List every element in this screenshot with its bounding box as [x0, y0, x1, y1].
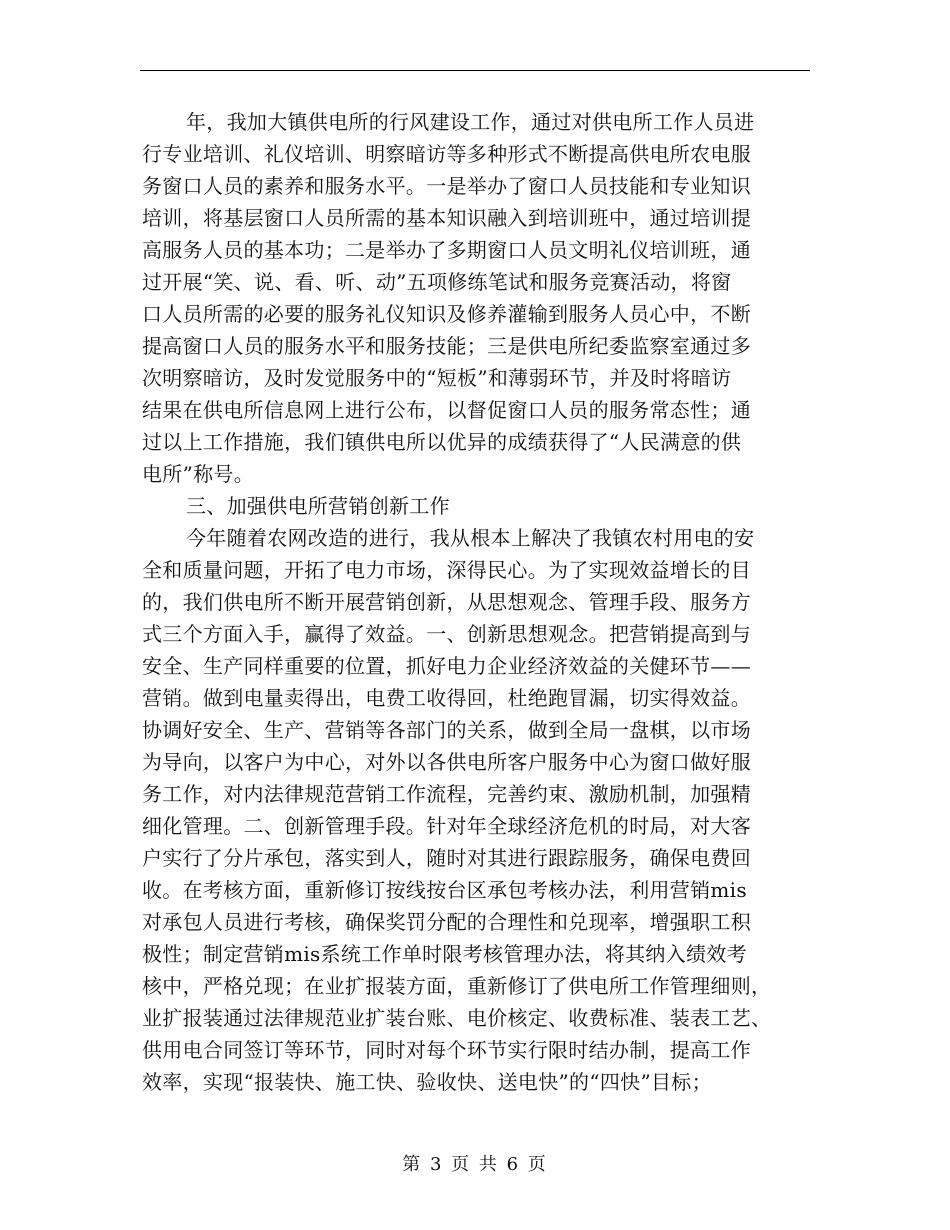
text-line: 电所”称号。	[142, 462, 255, 486]
page-number-footer: 第 3 页 共 6 页	[402, 1154, 548, 1175]
text-line: 务工作，对内法律规范营销工作流程，完善约束、激励机制，加强精	[142, 782, 751, 806]
text-line: 务窗口人员的素养和服务水平。一是举办了窗口人员技能和专业知识	[142, 174, 751, 198]
text-line: 供用电合同签订等环节，同时对每个环节实行限时结办制，提高工作	[142, 1038, 751, 1062]
text-line: 细化管理。二、创新管理手段。针对年全球经济危机的时局，对大客	[142, 814, 751, 838]
text-line: 营销。做到电量卖得出，电费工收得回，杜绝跑冒漏，切实得效益。	[142, 686, 751, 710]
text-line: 户实行了分片承包，落实到人，随时对其进行跟踪服务，确保电费回	[142, 846, 751, 870]
text-line: 过以上工作措施，我们镇供电所以优异的成绩获得了“人民满意的供	[142, 430, 742, 454]
text-line: 次明察暗访，及时发觉服务中的“短板”和薄弱环节，并及时将暗访	[142, 366, 732, 390]
text-line: 结果在供电所信息网上进行公布，以督促窗口人员的服务常态性；通	[142, 398, 751, 422]
text-line: 年，我加大镇供电所的行风建设工作，通过对供电所工作人员进	[186, 110, 755, 134]
text-line: 安全、生产同样重要的位置，抓好电力企业经济效益的关健环节——	[142, 654, 751, 678]
section-heading: 三、加强供电所营销创新工作	[186, 494, 450, 518]
text-line: 高服务人员的基本功；二是举办了多期窗口人员文明礼仪培训班，通	[142, 238, 751, 262]
text-line: 协调好安全、生产、营销等各部门的关系，做到全局一盘棋，以市场	[142, 718, 751, 742]
text-line: 收。在考核方面，重新修订按线按台区承包考核办法，利用营销mis	[142, 878, 747, 902]
text-line: 对承包人员进行考核，确保奖罚分配的合理性和兑现率，增强职工积	[142, 910, 751, 934]
text-line: 全和质量问题，开拓了电力市场，深得民心。为了实现效益增长的目	[142, 558, 751, 582]
text-line: 式三个方面入手，赢得了效益。一、创新思想观念。把营销提高到与	[142, 622, 751, 646]
text-line: 口人员所需的必要的服务礼仪知识及修养灌输到服务人员心中，不断	[142, 302, 751, 326]
header-rule	[140, 70, 810, 71]
text-line: 的，我们供电所不断开展营销创新，从思想观念、管理手段、服务方	[142, 590, 751, 614]
text-line: 为导向，以客户为中心，对外以各供电所客户服务中心为窗口做好服	[142, 750, 751, 774]
text-line: 业扩报装通过法律规范业扩装台账、电价核定、收费标准、装表工艺、	[142, 1006, 772, 1030]
text-line: 今年随着农网改造的进行，我从根本上解决了我镇农村用电的安	[186, 526, 755, 550]
text-line: 核中，严格兑现；在业扩报装方面，重新修订了供电所工作管理细则，	[142, 974, 772, 998]
text-line: 过开展“笑、说、看、听、动”五项修练笔试和服务竞赛活动，将窗	[142, 270, 732, 294]
text-line: 培训，将基层窗口人员所需的基本知识融入到培训班中，通过培训提	[142, 206, 751, 230]
text-line: 行专业培训、礼仪培训、明察暗访等多种形式不断提高供电所农电服	[142, 142, 751, 166]
text-line: 效率，实现“报装快、施工快、验收快、送电快”的“四快”目标；	[142, 1070, 712, 1094]
text-line: 提高窗口人员的服务水平和服务技能；三是供电所纪委监察室通过多	[142, 334, 751, 358]
text-line: 极性；制定营销mis系统工作单时限考核管理办法，将其纳入绩效考	[142, 942, 747, 966]
